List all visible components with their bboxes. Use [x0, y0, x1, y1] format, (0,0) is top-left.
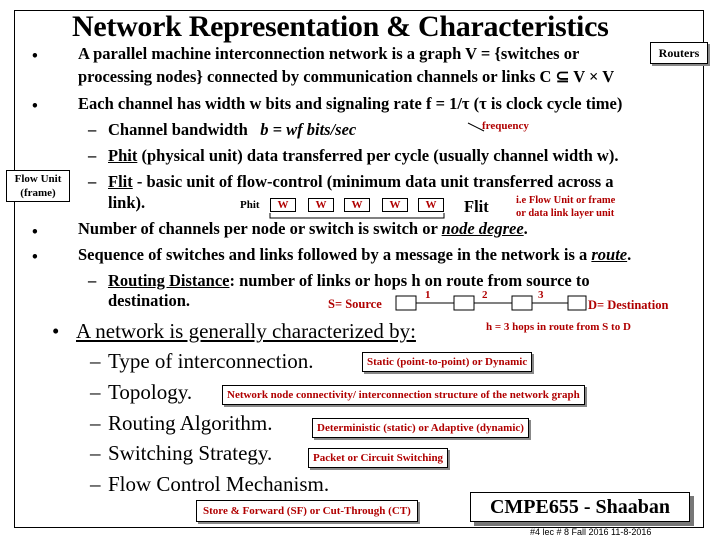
flit-term: Flit [108, 172, 133, 191]
sub-dash-phit: – [88, 146, 97, 165]
bullet-dot-3: • [32, 222, 38, 241]
bullet-dot-2: • [32, 96, 38, 115]
sub-dash-flit: – [88, 172, 97, 191]
bullet-dot-1: • [32, 46, 38, 65]
phit-cell: W [418, 198, 444, 212]
switch-node [454, 296, 474, 310]
note-topology: Network node connectivity/ interconnection structure of the network graph [222, 385, 585, 405]
flit-note: i.e Flow Unit or frame or data link layer unit [516, 195, 616, 219]
characterized-dot: • [52, 319, 60, 343]
routing-distance-term: Routing Distance [108, 271, 230, 290]
bandwidth-line [108, 120, 356, 140]
hop-number: 3 [538, 289, 544, 301]
routing-line [108, 271, 590, 291]
slide-title: Network Representation & Characteristics [72, 10, 609, 43]
sub-dash-bandwidth: – [88, 120, 97, 139]
routing-line-2: destination. [108, 291, 191, 310]
bullet-1-line-1: A parallel machine interconnection network is a graph V = {switches or [78, 44, 580, 63]
hop-number: 2 [482, 289, 488, 301]
frequency-arrow [466, 121, 486, 133]
char-item-switching: Switching Strategy. [108, 441, 273, 465]
frequency-note: frequency [482, 120, 529, 132]
node-degree-term: node degree [441, 219, 524, 238]
source-label: S= Source [328, 297, 382, 311]
phit-diagram-label: Phit [240, 199, 260, 211]
char-item-topology: Topology. [108, 380, 193, 404]
note-routing: Deterministic (static) or Adaptive (dynamic) [312, 418, 529, 438]
route-term: route [591, 245, 628, 264]
bullet-4-text: Sequence of switches and links followed by a message in the network is a [78, 245, 588, 264]
routing-distance-rest: : number of links or hops h on route from source to [229, 271, 590, 290]
bullet-2: Each channel has width w bits and signaling rate f = 1/τ (τ is clock cycle time) [78, 94, 623, 113]
flit-line-2: link). [108, 193, 146, 212]
flit-rest: - basic unit of flow-control (minimum data unit transferred across a [136, 172, 614, 191]
flit-line [108, 172, 614, 192]
char-item-flow: Flow Control Mechanism. [108, 472, 330, 496]
phit-cell: W [382, 198, 408, 212]
char-dash: – [90, 441, 101, 465]
characterized-heading: A network is generally characterized by: [76, 319, 416, 343]
phit-rest: (physical unit) data transferred per cycle (usually channel width w). [141, 146, 619, 165]
phit-cell: W [308, 198, 334, 212]
destination-node [568, 296, 586, 310]
char-item-routing: Routing Algorithm. [108, 411, 273, 435]
char-dash: – [90, 411, 101, 435]
note-switching: Packet or Circuit Switching [308, 448, 448, 468]
bullet-3: Number of channels per node or switch is switch or node degree. [78, 219, 528, 238]
phit-line [108, 146, 618, 166]
flit-diagram-label: Flit [464, 197, 489, 216]
sub-dash-routing: – [88, 271, 97, 290]
bandwidth-formula: b = wf bits/sec [260, 120, 357, 139]
source-node [396, 296, 416, 310]
phit-term: Phit [108, 146, 138, 165]
bandwidth-label: Channel bandwidth [108, 120, 248, 139]
char-dash: – [90, 472, 101, 496]
note-type: Static (point-to-point) or Dynamic [362, 352, 532, 372]
phit-cell: W [344, 198, 370, 212]
hop-number: 1 [425, 289, 431, 301]
footer-meta: #4 lec # 8 Fall 2016 11-8-2016 [530, 527, 652, 537]
bullet-1-line-2: processing nodes} connected by communication channels or links C ⊆ V × V [78, 67, 615, 86]
bullet-3-text: Number of channels per node or switch is switch or [78, 219, 438, 238]
bullet-4: Sequence of switches and links followed by a message in the network is a route. [78, 245, 632, 264]
course-badge: CMPE655 - Shaaban [470, 492, 690, 522]
routers-tag: Routers [650, 42, 708, 64]
bullet-dot-4: • [32, 247, 38, 266]
char-dash: – [90, 380, 101, 404]
phit-cell: W [270, 198, 296, 212]
route-diagram [390, 290, 590, 314]
char-dash: – [90, 349, 101, 373]
char-item-type: Type of interconnection. [108, 349, 314, 373]
hops-note: h = 3 hops in route from S to D [486, 321, 631, 333]
switch-node [512, 296, 532, 310]
destination-label: D= Destination [588, 298, 669, 312]
note-flow-control: Store & Forward (SF) or Cut-Through (CT) [196, 500, 418, 522]
flit-frame-tag: Flow Unit (frame) [6, 170, 70, 202]
